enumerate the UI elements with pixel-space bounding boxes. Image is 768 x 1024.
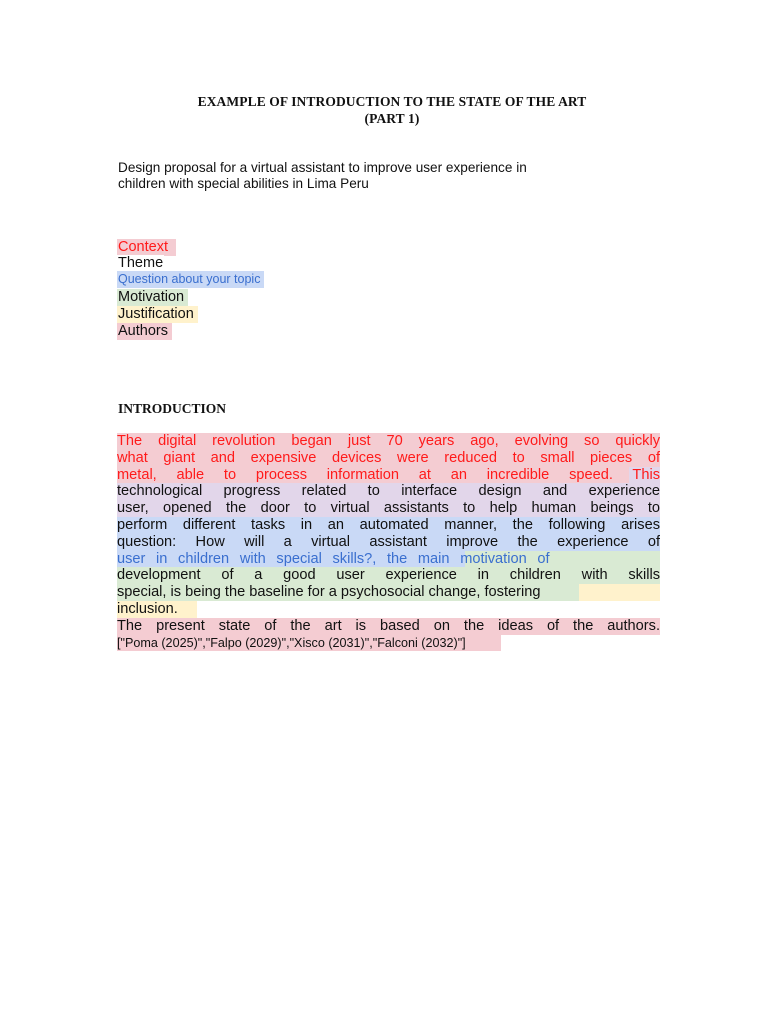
intro-line-8-motivation-text: motivation of: [460, 550, 550, 567]
intro-line-9: [117, 567, 660, 584]
intro-line-6: [117, 517, 660, 534]
intro-line-4-text: technological progress related to interface design and experience: [117, 483, 660, 500]
intro-line-2-text: what giant and expensive devices were reduced to small pieces of: [117, 449, 660, 466]
legend-question-label: Question about your topic: [117, 271, 264, 288]
document-title-line2: (PART 1): [364, 111, 420, 126]
intro-line-9-text: development of a good user experience in children with skills: [117, 567, 660, 584]
document-subtitle: [118, 160, 558, 192]
intro-line-8-question-text: user in children with special skills?, the main: [117, 550, 461, 567]
intro-line-3-text: metal, able to process information at an incredible speed. This: [117, 466, 660, 483]
intro-line-2: [117, 450, 660, 467]
intro-line-6-text: perform different tasks in an automated manner, the following arises: [117, 516, 660, 533]
subtitle-line2: children with special abilities in Lima Peru: [118, 176, 369, 191]
legend-motivation-label: Motivation: [117, 289, 188, 306]
intro-line-13: [117, 635, 660, 652]
legend-motivation: [117, 288, 188, 306]
intro-line-10: [117, 584, 660, 601]
document-title-line1: EXAMPLE OF INTRODUCTION TO THE STATE OF THE ART: [197, 94, 587, 109]
intro-line-8: [117, 551, 660, 568]
intro-line-4: [117, 483, 660, 500]
legend-context-label: Context: [117, 239, 176, 256]
intro-line-12: [117, 618, 660, 635]
intro-line-1: [117, 433, 660, 450]
legend-justification-label: Justification: [117, 306, 198, 323]
intro-line-11: [117, 601, 660, 618]
intro-line-3: [117, 467, 660, 484]
introduction-paragraph: [117, 433, 660, 651]
intro-line-5-text: user, opened the door to virtual assistants to help human beings to: [117, 500, 660, 517]
intro-line-7-text: question: How will a virtual assistant improve the experience of: [117, 533, 660, 550]
legend-authors: [117, 322, 172, 340]
legend-authors-label: Authors: [117, 323, 172, 340]
intro-line-7: [117, 534, 660, 551]
intro-line-12-text: The present state of the art is based on the ideas of the authors.: [117, 617, 660, 634]
legend-question: [117, 270, 264, 288]
legend-justification: [117, 305, 198, 323]
introduction-heading: INTRODUCTION: [118, 401, 227, 416]
legend-theme-label: Theme: [118, 255, 164, 271]
intro-line-10-text: special, is being the baseline for a psychosocial change, fostering: [117, 584, 541, 601]
intro-line-11-text: inclusion.: [117, 600, 178, 617]
intro-line-1-text: The digital revolution began just 70 years ago, evolving so quickly: [117, 433, 660, 449]
subtitle-line1: Design proposal for a virtual assistant to improve user experience in: [118, 160, 527, 175]
authors-list: ["Poma (2025)","Falpo (2029)","Xisco (2031)","Falconi (2032)"]: [117, 635, 466, 650]
intro-line-5: [117, 500, 660, 517]
